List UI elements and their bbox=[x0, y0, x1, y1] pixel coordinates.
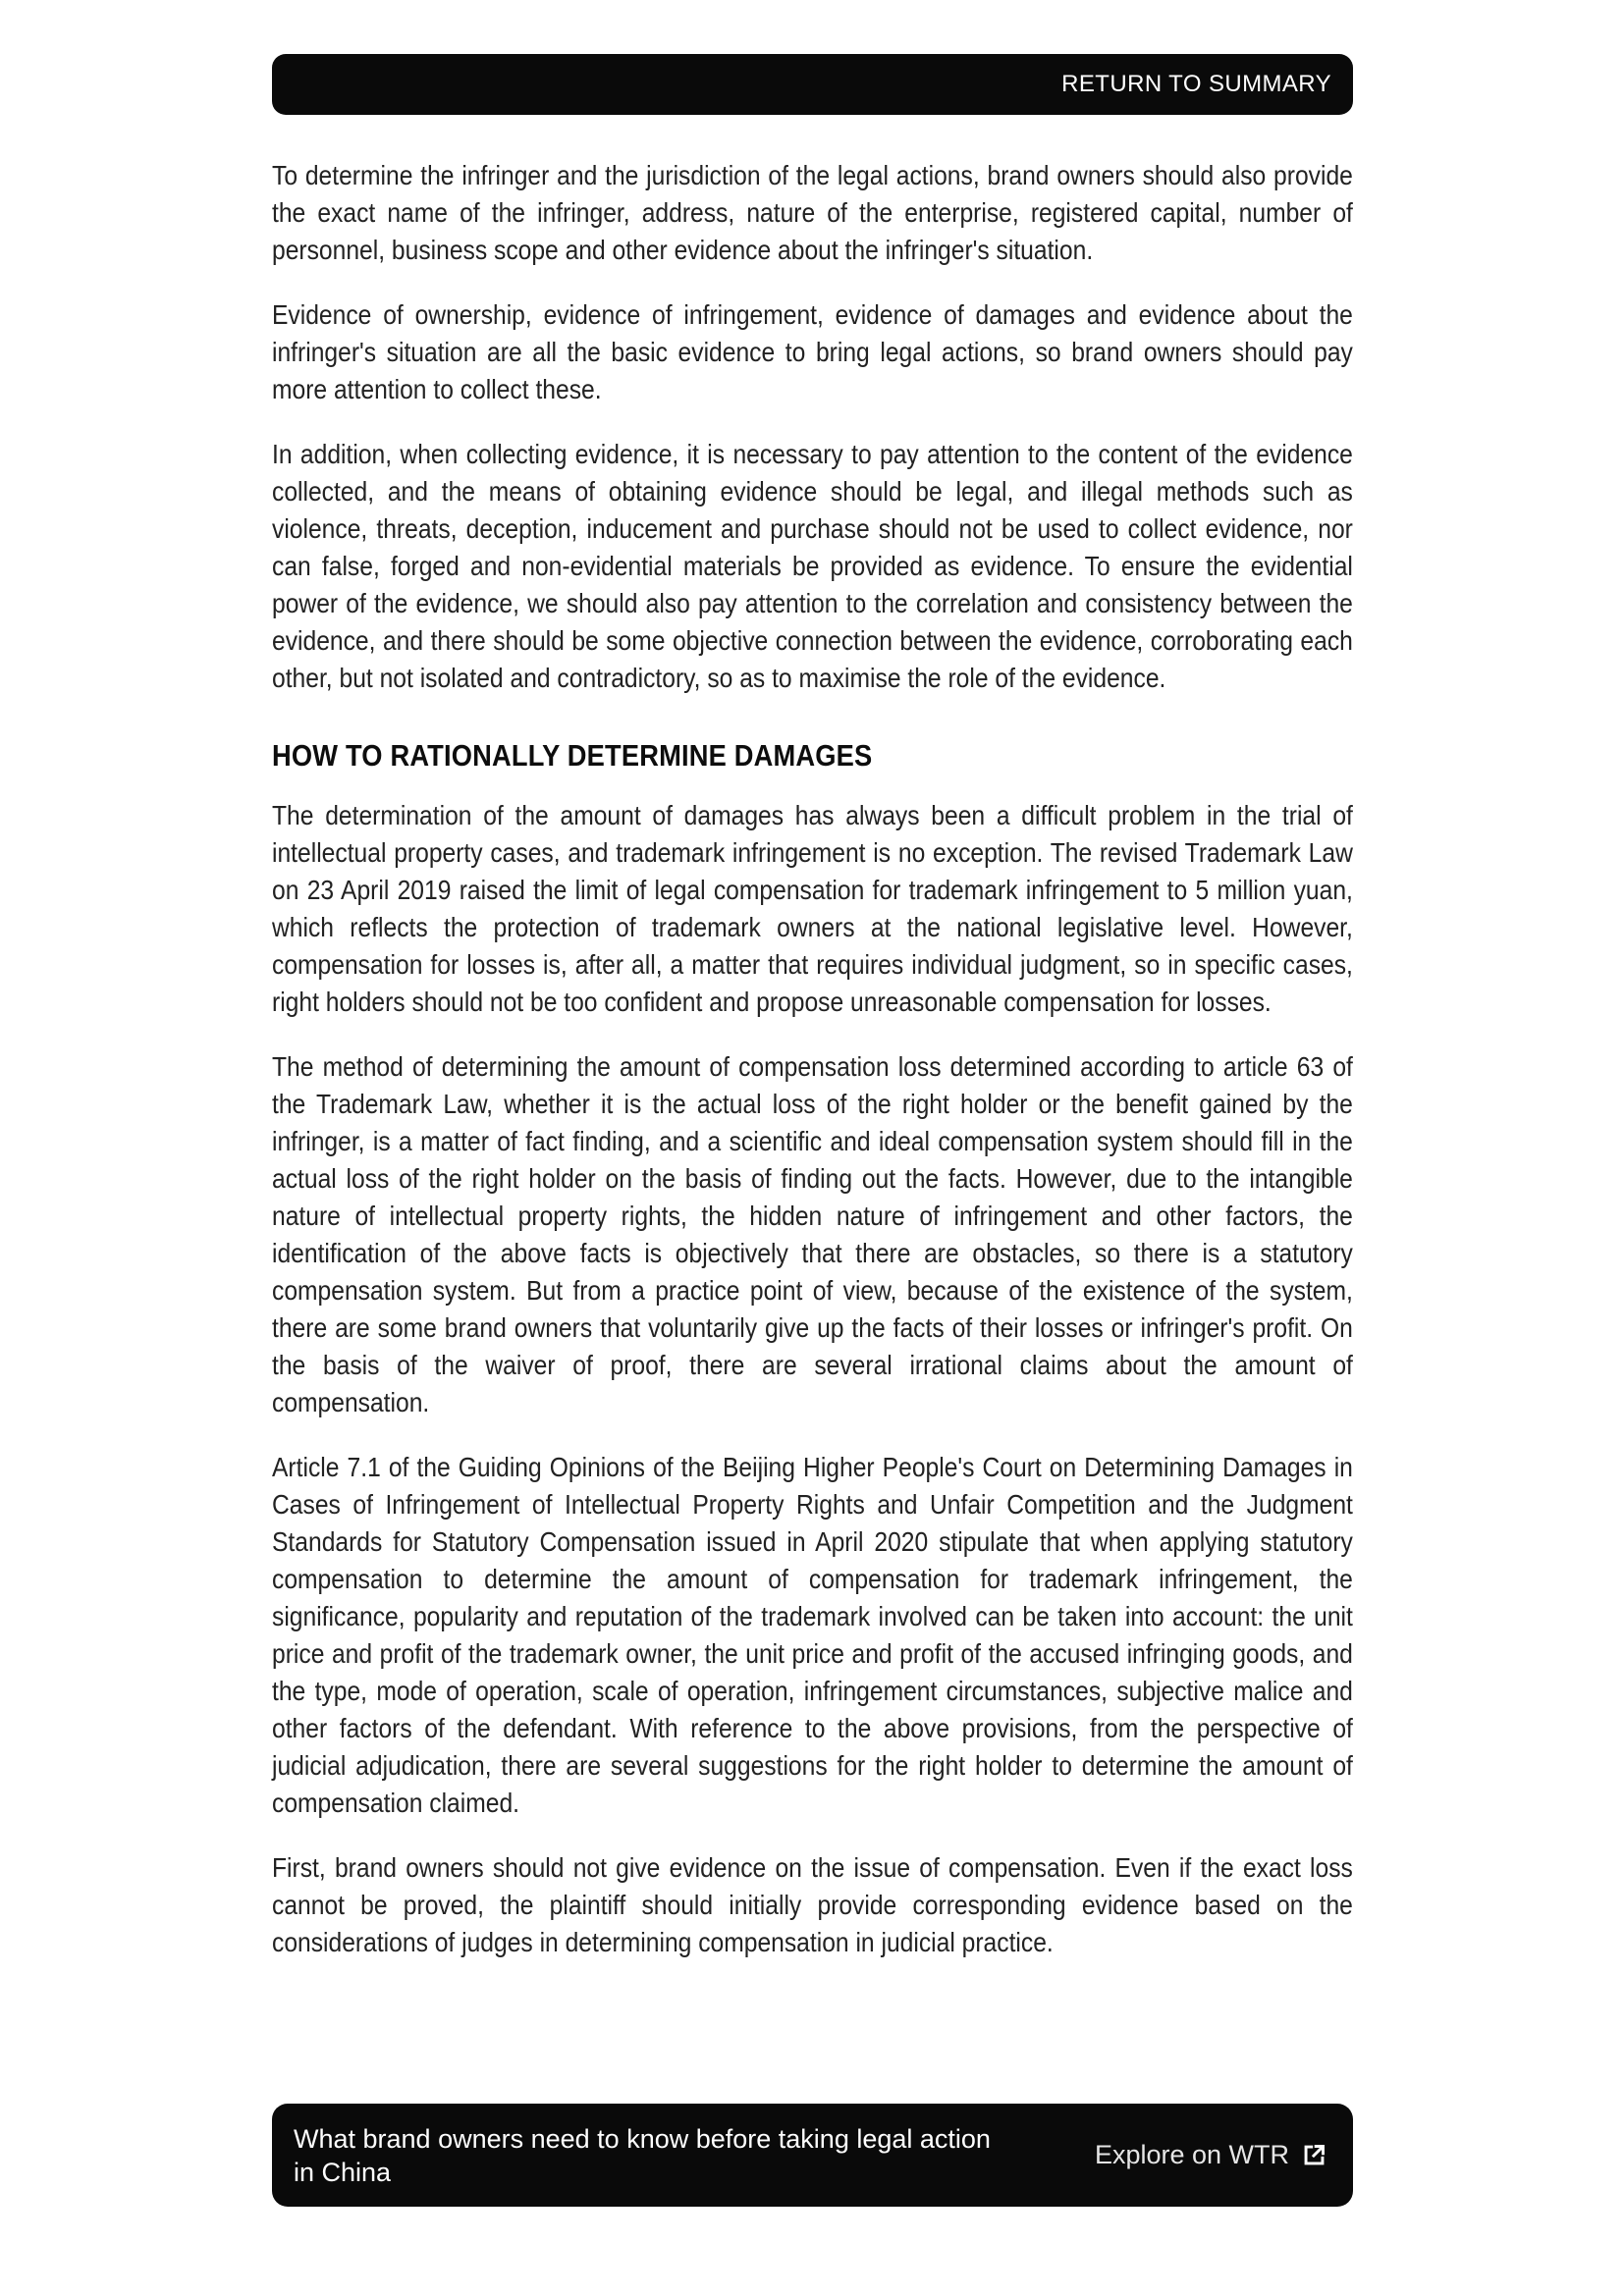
body-paragraph: In addition, when collecting evidence, it is necessary to pay attention to the content of the evidence collected, and the means of obtaining evidence should be legal, and illegal methods such as violence, threats, deception, inducement and purchase should not be used to collect evidence, nor can false, forged and non-evidential materials be provided as evidence. To ensure the evidential power of the evidence, we should also pay attention to the correlation and consistency between the evidence, and there should be some objective connection between the evidence, corroborating each other, but not isolated and contradictory, so as to maximise the role of the evidence. bbox=[272, 439, 1353, 693]
article-text-column bbox=[272, 157, 1353, 1961]
return-to-summary-label: RETURN TO SUMMARY bbox=[1061, 71, 1331, 97]
external-link-icon bbox=[1301, 2142, 1327, 2168]
footer-doc-title-line1: What brand owners need to know before taking legal action bbox=[294, 2123, 991, 2154]
body-paragraph: Article 7.1 of the Guiding Opinions of the Beijing Higher People's Court on Determining Damages in Cases of Infringement of Intellectual Property Rights and Unfair Competition and the Judgment Standards for Statutory Compensation issued in April 2020 stipulate that when applying statutory compensation to determine the amount of compensation for trademark infringement, the significance, popularity and reputation of the trademark involved can be taken into account: the unit price and profit of the trademark owner, the unit price and profit of the accused infringing goods, and the type, mode of operation, scale of operation, infringement circumstances, subjective malice and other factors of the defendant. With reference to the above provisions, from the perspective of judicial adjudication, there are several suggestions for the right holder to determine the amount of compensation claimed. bbox=[272, 1452, 1353, 1818]
body-paragraph: The method of determining the amount of compensation loss determined according to article 63 of the Trademark Law, whether it is the actual loss of the right holder or the benefit gained by the infringer, is a matter of fact finding, and a scientific and ideal compensation system should fill in the actual loss of the right holder on the basis of finding out the facts. However, due to the intangible nature of intellectual property rights, the hidden nature of infringement and other factors, the identification of the above facts is objectively that there are obstacles, so there is a statutory compensation system. But from a practice point of view, because of the existence of the system, there are some brand owners that voluntarily give up the facts of their losses or infringer's profit. On the basis of the waiver of proof, there are several irrational claims about the amount of compensation. bbox=[272, 1051, 1353, 1417]
footer-doc-title-line2: in China bbox=[294, 2157, 392, 2187]
article-body bbox=[272, 157, 1353, 1989]
body-paragraph: First, brand owners should not give evidence on the issue of compensation. Even if the exact loss cannot be proved, the plaintiff should initially provide corresponding evidence based on the considerations of judges in determining compensation in judicial practice. bbox=[272, 1852, 1353, 1957]
footer-bar bbox=[272, 2104, 1353, 2207]
explore-on-wtr-label: Explore on WTR bbox=[1094, 2140, 1289, 2169]
footer-doc-title bbox=[294, 2122, 991, 2189]
return-to-summary-button[interactable] bbox=[272, 54, 1353, 115]
body-paragraph: Evidence of ownership, evidence of infringement, evidence of damages and evidence about the infringer's situation are all the basic evidence to bring legal actions, so brand owners should pay more attention to collect these. bbox=[272, 299, 1353, 404]
section-heading: HOW TO RATIONALLY DETERMINE DAMAGES bbox=[272, 738, 873, 773]
body-paragraph: To determine the infringer and the jurisdiction of the legal actions, brand owners should also provide the exact name of the infringer, address, nature of the enterprise, registered capital, number of personnel, business scope and other evidence about the infringer's situation. bbox=[272, 160, 1353, 265]
explore-on-wtr-link[interactable] bbox=[1095, 2140, 1327, 2170]
body-paragraph: The determination of the amount of damages has always been a difficult problem in the trial of intellectual property cases, and trademark infringement is no exception. The revised Trademark Law on 23 April 2019 raised the limit of legal compensation for trademark infringement to 5 million yuan, which reflects the protection of trademark owners at the national legislative level. However, compensation for losses is, after all, a matter that requires individual judgment, so in specific cases, right holders should not be too confident and propose unreasonable compensation for losses. bbox=[272, 800, 1353, 1017]
